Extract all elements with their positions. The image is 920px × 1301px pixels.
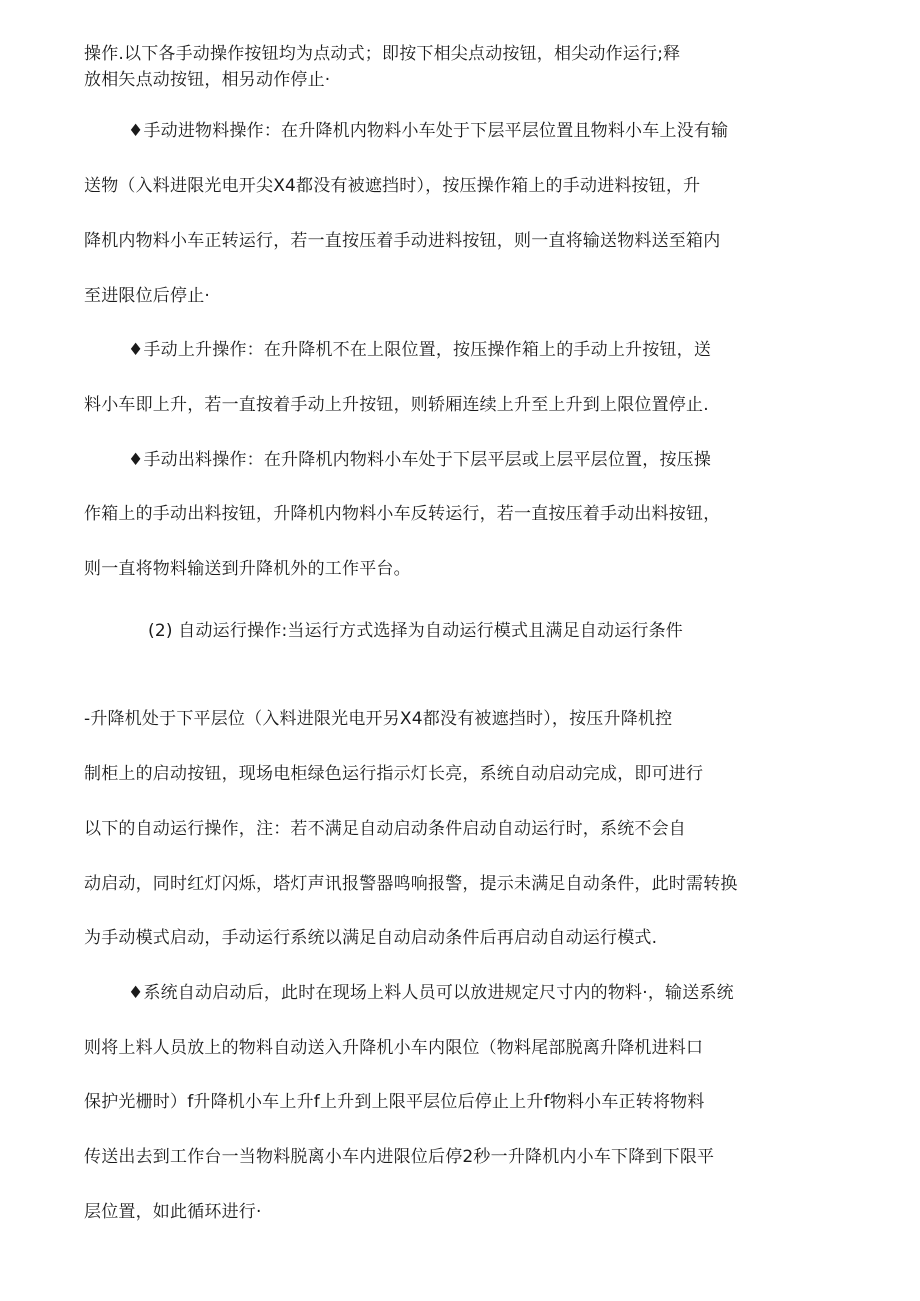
text-line-7: ♦手动上升操作：在升降机不在上限位置，按压操作箱上的手动上升按钮，送 [128, 340, 712, 360]
text-line-3: ♦手动进物料操作：在升降机内物料小车处于下层平层位置且物料小车上没有输 [128, 121, 729, 141]
text-line-9: ♦手动出料操作：在升降机内物料小车处于下层平层或上层平层位置，按压操 [128, 450, 712, 470]
section-heading-auto: (2) 自动运行操作:当运行方式选择为自动运行模式且满足自动运行条件 [148, 621, 684, 641]
text-line-10: 作箱上的手动出料按钮，升降机内物料小车反转运行，若一直按压着手动出料按钮， [84, 504, 721, 524]
text-line-5: 降机内物料小车正转运行，若一直按压着手动进料按钮，则一直将输送物料送至箱内 [84, 231, 721, 251]
text-line-6: 至进限位后停止· [84, 286, 211, 306]
text-line-2: 放相矢点动按钮，相另动作停止· [84, 70, 331, 90]
text-line-14: 制柜上的启动按钮，现场电柜绿色运行指示灯长亮，系统自动启动完成，即可进行 [84, 764, 704, 784]
text-line-1: 操作.以下各手动操作按钮均为点动式；即按下相尖点动按钮，相尖动作运行;释 [84, 44, 681, 64]
text-line-13: -升降机处于下平层位（入料进限光电开另X4都没有被遮挡时），按压升降机控 [84, 709, 673, 729]
text-line-20: 保护光栅时）f升降机小车上升f上升到上限平层位后停止上升f物料小车正转将物料 [84, 1092, 705, 1112]
text-line-4: 送物（入料进限光电开尖X4都没有被遮挡时），按压操作箱上的手动进料按钮，升 [84, 176, 701, 196]
text-line-18: ♦系统自动启动后，此时在现场上料人员可以放进规定尺寸内的物料·，输送系统 [128, 983, 734, 1003]
text-line-22: 层位置，如此循环进行· [84, 1202, 262, 1222]
text-line-21: 传送出去到工作台一当物料脱离小车内进限位后停2秒一升降机内小车下降到下限平 [84, 1147, 715, 1167]
text-line-17: 为手动模式启动，手动运行系统以满足自动启动条件后再启动自动运行模式. [84, 928, 658, 948]
text-line-16: 动启动，同时红灯闪烁，塔灯声讯报警器鸣响报警，提示未满足自动条件，此时需转换 [84, 874, 738, 894]
text-line-15: 以下的自动运行操作，注：若不满足自动启动条件启动自动运行时，系统不会自 [84, 819, 686, 839]
text-line-19: 则将上料人员放上的物料自动送入升降机小车内限位（物料尾部脱离升降机进料口 [84, 1038, 704, 1058]
text-line-8: 料小车即上升，若一直按着手动上升按钮，则轿厢连续上升至上升到上限位置停止. [84, 395, 709, 415]
text-line-11: 则一直将物料输送到升降机外的工作平台。 [84, 559, 411, 579]
